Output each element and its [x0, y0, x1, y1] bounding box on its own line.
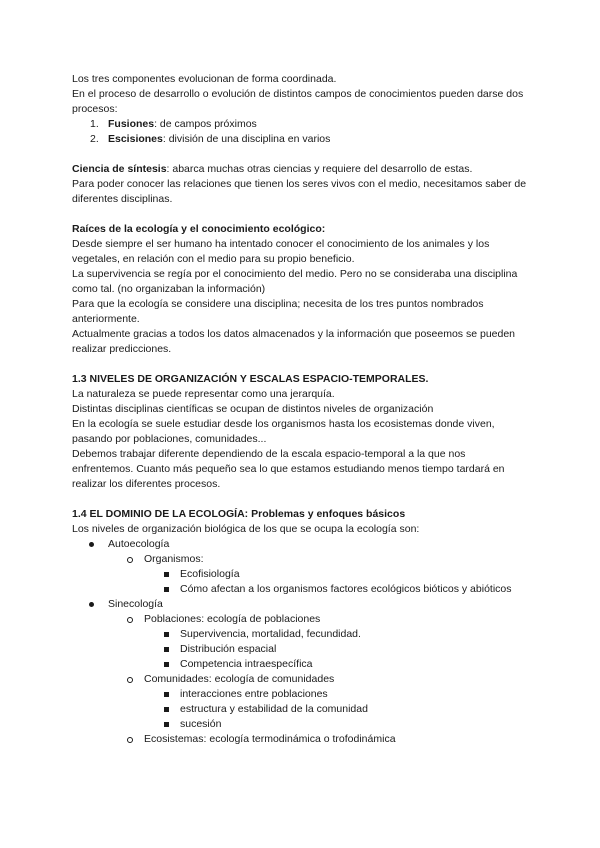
bullet-icon: [89, 602, 94, 607]
square-bullet-icon: [164, 572, 169, 577]
raices-p2: La supervivencia se regía por el conocimiento del medio. Pero no se consideraba una disciplina como tal. (no organizaban la información): [72, 268, 518, 295]
list-item: [72, 657, 528, 672]
list-item: [90, 132, 528, 147]
niveles-heading: 1.3 NIVELES DE ORGANIZACIÓN Y ESCALAS ESPACIO-TEMPORALES.: [72, 373, 429, 385]
raices-p4: Actualmente gracias a todos los datos almacenados y la información que poseemos se pueden realizar predicciones.: [72, 328, 516, 355]
list-number: 1.: [90, 118, 99, 130]
sintesis-line-2: Para poder conocer las relaciones que tienen los seres vivos con el medio, necesitamos saber de diferentes disciplinas.: [72, 178, 527, 205]
levels-tree: [72, 537, 528, 747]
sintesis-desc: : abarca muchas otras ciencias y requiere del desarrollo de estas.: [166, 163, 473, 175]
circle-bullet-icon: [127, 557, 133, 563]
list-item: [72, 732, 528, 747]
list-item: [72, 687, 528, 702]
list-item: [72, 537, 528, 552]
poblaciones-label: Poblaciones: ecología de poblaciones: [144, 613, 321, 625]
list-item: [90, 117, 528, 132]
square-bullet-icon: [164, 662, 169, 667]
sintesis-paragraph: [72, 162, 528, 177]
intro-line-2: En el proceso de desarrollo o evolución de distintos campos de conocimientos pueden darse dos procesos:: [72, 88, 524, 115]
comunidades-item: estructura y estabilidad de la comunidad: [180, 703, 368, 715]
processes-list: [72, 117, 528, 147]
como-afectan-label: Cómo afectan a los organismos factores ecológicos bióticos y abióticos: [180, 583, 512, 595]
niveles-p1: La naturaleza se puede representar como una jerarquía.: [72, 388, 335, 400]
list-item: [72, 642, 528, 657]
raices-p3: Para que la ecología se considere una disciplina; necesita de los tres puntos nombrados anteriormente.: [72, 298, 484, 325]
list-item: [72, 582, 528, 597]
list-item: [72, 612, 528, 627]
process-term: Fusiones: [108, 118, 155, 130]
ecosistemas-label: Ecosistemas: ecología termodinámica o trofodinámica: [144, 733, 396, 745]
process-desc: : de campos próximos: [154, 118, 257, 130]
list-item: [72, 597, 528, 612]
sintesis-term: Ciencia de síntesis: [72, 163, 167, 175]
process-desc: : división de una disciplina en varios: [162, 133, 331, 145]
niveles-p2: Distintas disciplinas científicas se ocupan de distintos niveles de organización: [72, 403, 434, 415]
square-bullet-icon: [164, 707, 169, 712]
square-bullet-icon: [164, 722, 169, 727]
comunidades-item: sucesión: [180, 718, 222, 730]
circle-bullet-icon: [127, 617, 133, 623]
dominio-heading: 1.4 EL DOMINIO DE LA ECOLOGÍA: Problemas y enfoques básicos: [72, 508, 406, 520]
bullet-icon: [89, 542, 94, 547]
sinecologia-label: Sinecología: [108, 598, 163, 610]
list-item: [72, 552, 528, 567]
list-item: [72, 627, 528, 642]
ecofisiologia-label: Ecofisiología: [180, 568, 240, 580]
square-bullet-icon: [164, 632, 169, 637]
intro-line-1: Los tres componentes evolucionan de forma coordinada.: [72, 73, 337, 85]
niveles-p3: En la ecología se suele estudiar desde los organismos hasta los ecosistemas donde viven, pasando por poblaciones, comunidades...: [72, 418, 495, 445]
niveles-p4: Debemos trabajar diferente dependiendo de la escala espacio-temporal a la que nos enfrentemos. Cuanto más pequeño sea lo que estamos estudiando menos tiempo tardará en realizar los diferentes procesos.: [72, 448, 505, 490]
comunidades-item: interacciones entre poblaciones: [180, 688, 328, 700]
dominio-intro: Los niveles de organización biológica de los que se ocupa la ecología son:: [72, 523, 420, 535]
process-term: Escisiones: [108, 133, 163, 145]
square-bullet-icon: [164, 647, 169, 652]
list-item: [72, 567, 528, 582]
list-number: 2.: [90, 133, 99, 145]
comunidades-label: Comunidades: ecología de comunidades: [144, 673, 335, 685]
square-bullet-icon: [164, 587, 169, 592]
poblaciones-item: Distribución espacial: [180, 643, 277, 655]
circle-bullet-icon: [127, 737, 133, 743]
list-item: [72, 672, 528, 687]
list-item: [72, 717, 528, 732]
poblaciones-item: Competencia intraespecífica: [180, 658, 313, 670]
square-bullet-icon: [164, 692, 169, 697]
organismos-label: Organismos:: [144, 553, 204, 565]
raices-p1: Desde siempre el ser humano ha intentado conocer el conocimiento de los animales y los vegetales, en relación con el medio para su propio beneficio.: [72, 238, 490, 265]
list-item: [72, 702, 528, 717]
autoecologia-label: Autoecología: [108, 538, 170, 550]
poblaciones-item: Supervivencia, mortalidad, fecundidad.: [180, 628, 361, 640]
circle-bullet-icon: [127, 677, 133, 683]
raices-heading: Raíces de la ecología y el conocimiento ecológico:: [72, 223, 326, 235]
